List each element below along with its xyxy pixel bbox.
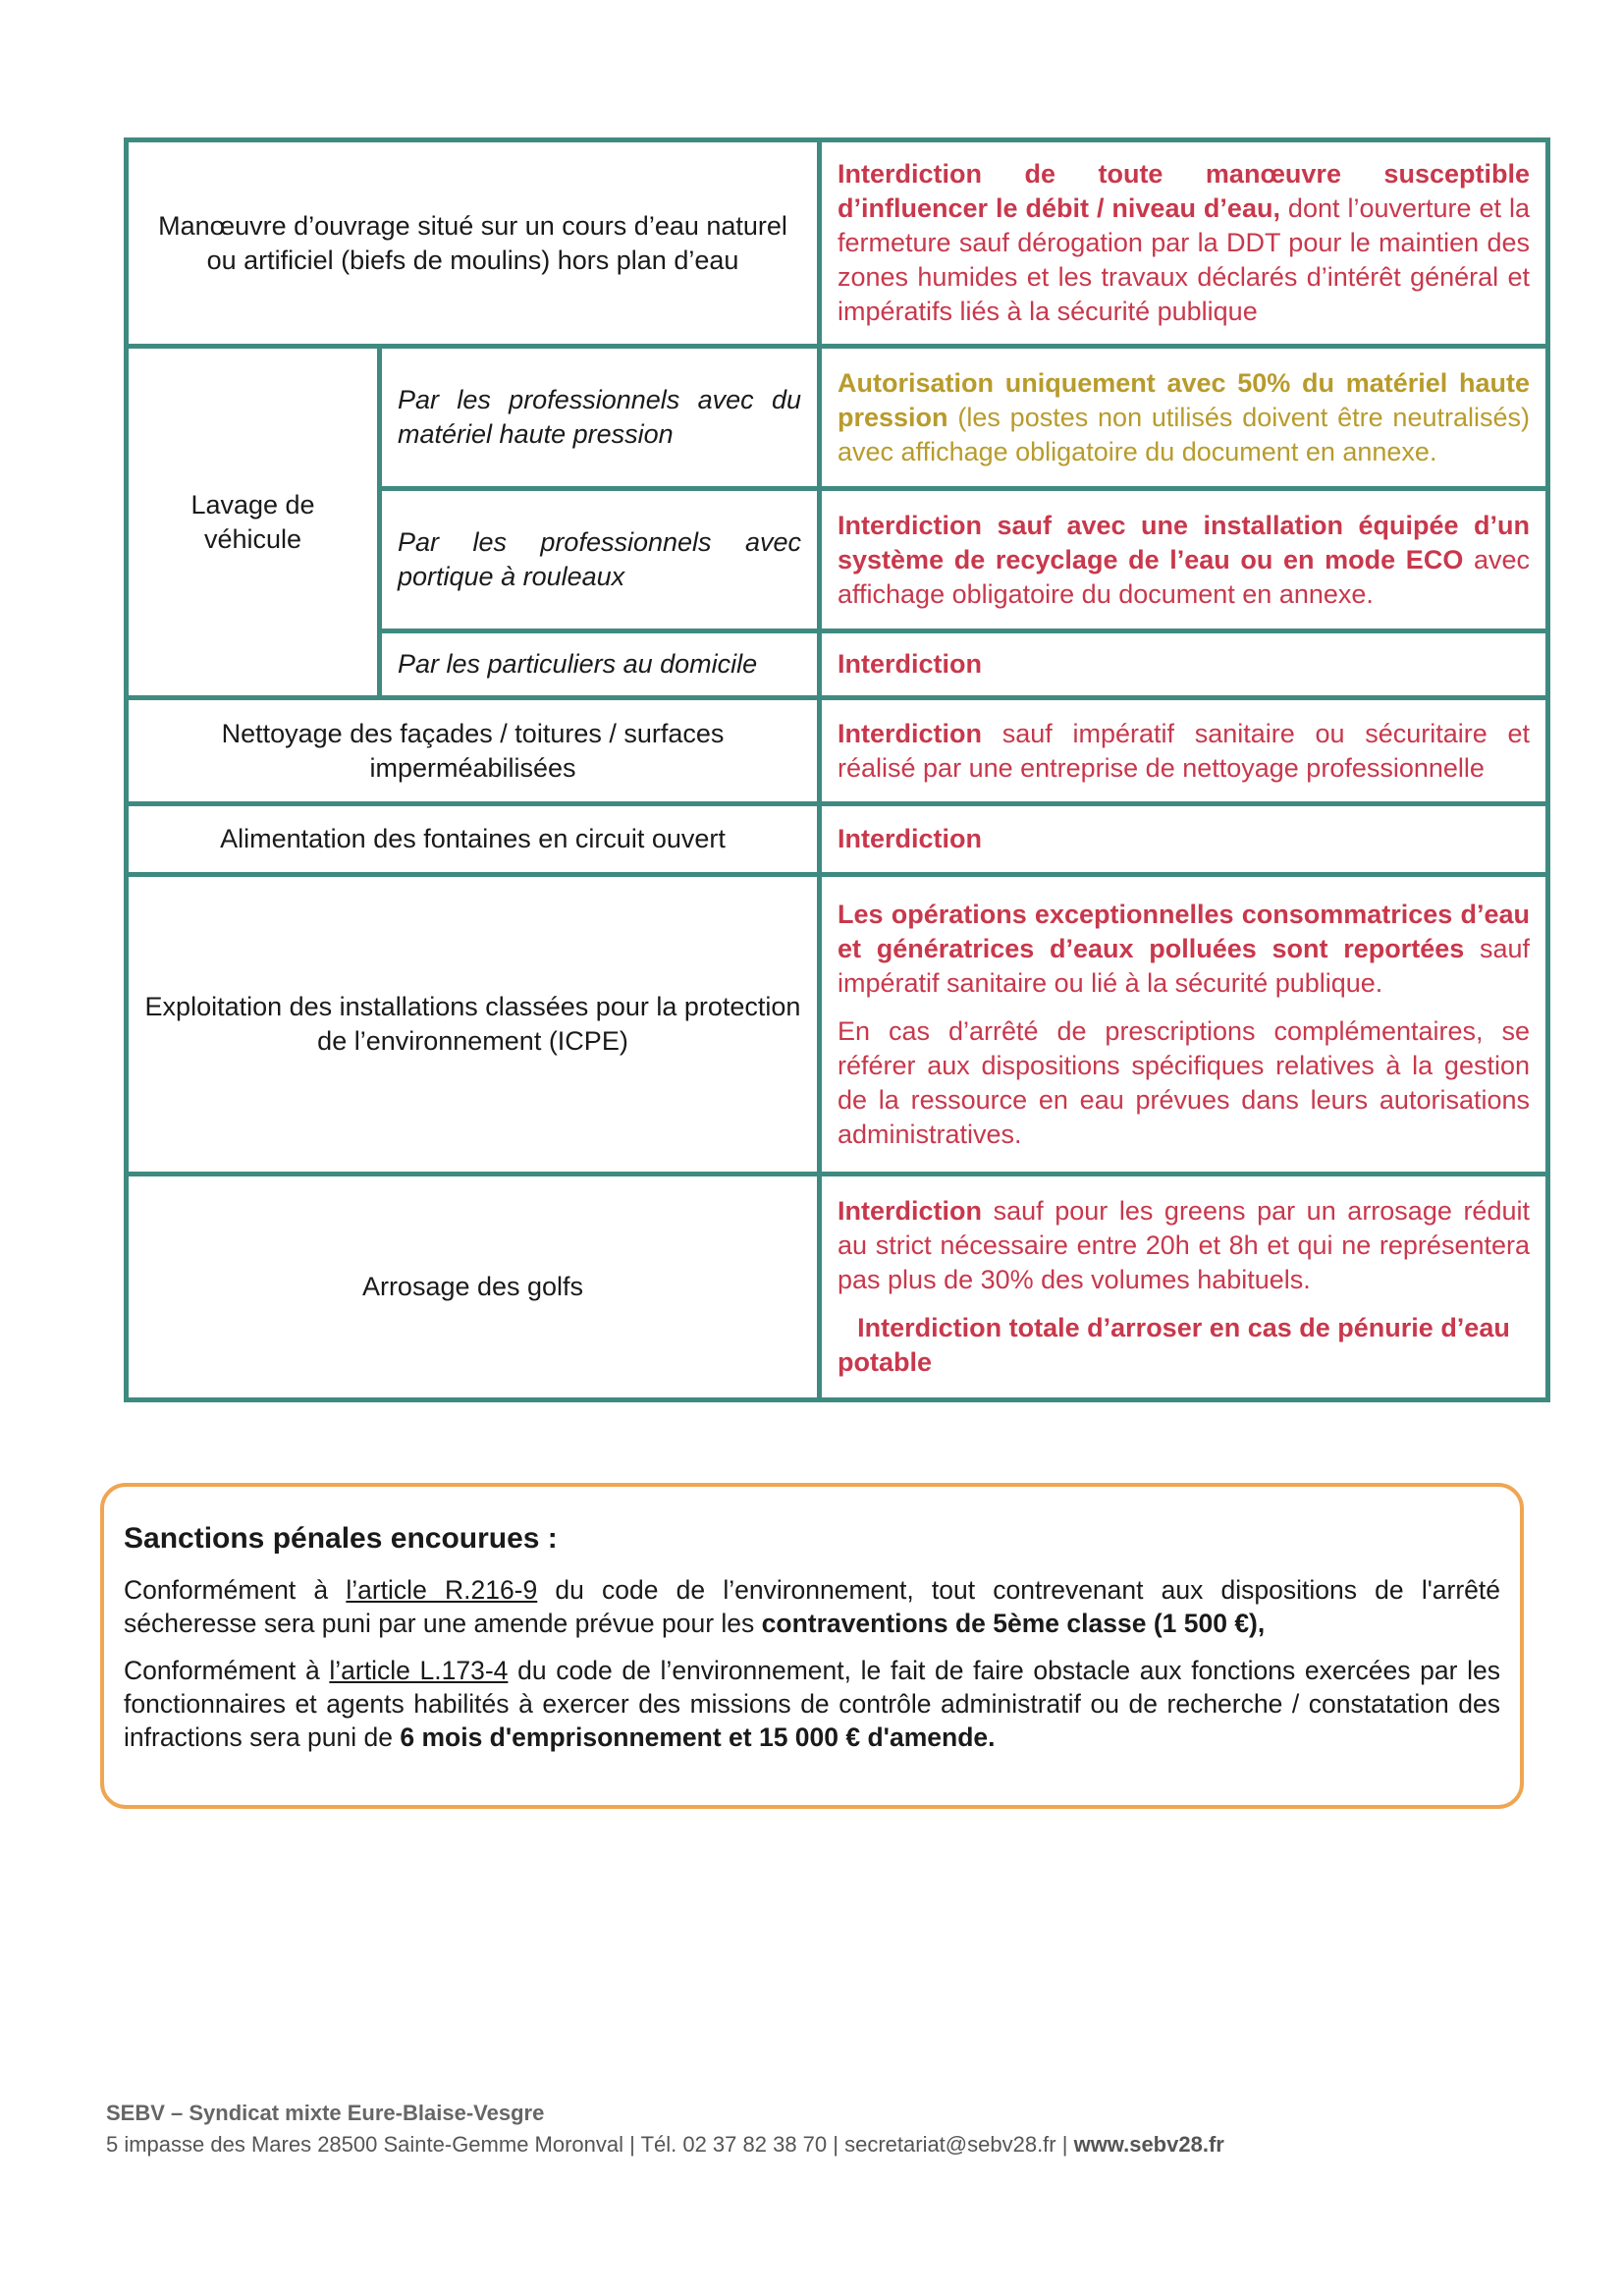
rule-cell: Interdiction — [820, 804, 1548, 875]
rule-cell — [820, 698, 1548, 804]
rule-text: (les postes non utilisés doivent être neutralisés) avec affichage obligatoire du document en annexe. — [838, 402, 1530, 466]
rule-text: avec affichage obligatoire du document en annexe. — [838, 544, 1530, 609]
usage-label-lavage: Lavage de véhicule — [127, 347, 380, 698]
rule-cell — [820, 1175, 1548, 1400]
rule-paragraph: En cas d’arrêté de prescriptions complémentaires, se référer aux dispositions spécifiques relatives à la gestion de la ressource en eau prévues dans leurs autorisations administratives. — [838, 1015, 1530, 1149]
table-row-fontaines — [127, 804, 1548, 875]
sanctions-paragraph-2 — [124, 1654, 1500, 1754]
footer-website-link[interactable]: www.sebv28.fr — [1073, 2132, 1224, 2157]
rule-cell — [820, 875, 1548, 1175]
article-link-r216-9[interactable]: l’article R.216-9 — [346, 1575, 538, 1605]
text: du code de l’environnement, le fait de faire obstacle aux fonctions exercées par les fonctionnaires et agents habilités à exercer des missions de contrôle administratif ou de recherche / constatation des infractions sera puni de — [124, 1656, 1501, 1752]
sanctions-paragraph-1 — [124, 1573, 1500, 1640]
rule-text: dont l’ouverture et la fermeture sauf dérogation par la DDT pour le maintien des zones humides et les travaux déclarés d’intérêt général et impératifs liés à la sécurité publique — [838, 193, 1530, 326]
usage-label: Exploitation des installations classées pour la protection de l’environnement (ICPE) — [127, 875, 820, 1175]
footer-organisation: SEBV – Syndicat mixte Eure-Blaise-Vesgre — [106, 2101, 545, 2125]
table-row-nettoyage — [127, 698, 1548, 804]
emphasis: contraventions de 5ème classe (1 500 €), — [761, 1609, 1266, 1638]
footer-contact: 5 impasse des Mares 28500 Sainte-Gemme Moronval | Tél. 02 37 82 38 70 | secretariat@sebv28.fr | — [106, 2132, 1074, 2157]
rule-cell — [820, 140, 1548, 347]
rule-text: sauf impératif sanitaire ou lié à la sécurité publique. — [838, 933, 1530, 998]
rule-strong: Interdiction — [838, 718, 982, 748]
table-row-ouvrage — [127, 140, 1548, 347]
footer-address — [106, 2129, 1224, 2160]
footer — [106, 2098, 1224, 2160]
rule-paragraph — [838, 1194, 1530, 1297]
table-row-icpe — [127, 875, 1548, 1175]
rule-strong: Autorisation uniquement avec 50% du matériel haute pression — [838, 367, 1530, 432]
sub-usage-label: Par les professionnels avec du matériel haute pression — [380, 347, 820, 489]
table-row-lavage-hp — [127, 347, 1548, 489]
emphasis: 6 mois d'emprisonnement et 15 000 € d'amende. — [400, 1722, 996, 1752]
sub-usage-label: Par les professionnels avec portique à rouleaux — [380, 489, 820, 631]
rule-strong: Interdiction sauf avec une installation équipée d’un système de recyclage de l’eau ou en mode ECO — [838, 510, 1530, 574]
sanctions-box — [100, 1483, 1524, 1809]
table-row-golfs — [127, 1175, 1548, 1400]
usage-label: Nettoyage des façades / toitures / surfaces imperméabilisées — [127, 698, 820, 804]
rule-paragraph: Interdiction totale d’arroser en cas de pénurie d’eau potable — [838, 1313, 1510, 1377]
text: Conformément à — [124, 1656, 330, 1685]
sub-usage-label: Par les particuliers au domicile — [380, 631, 820, 698]
rule-paragraph — [838, 898, 1530, 1001]
article-link-l173-4[interactable]: l’article L.173-4 — [329, 1656, 509, 1685]
text: du code de l’environnement, tout contrevenant aux dispositions de l'arrêté sécheresse sera puni par une amende prévue pour les — [124, 1575, 1500, 1638]
sanctions-title: Sanctions pénales encourues : — [124, 1522, 558, 1555]
rule-text: sauf impératif sanitaire ou sécuritaire et réalisé par une entreprise de nettoyage professionnelle — [838, 718, 1530, 783]
rule-cell — [820, 489, 1548, 631]
text: Conformément à — [124, 1575, 347, 1605]
rule-strong: Interdiction de toute manœuvre susceptible d’influencer le débit / niveau d’eau, — [838, 159, 1530, 223]
rule-strong: Interdiction — [838, 1196, 982, 1226]
usage-label: Arrosage des golfs — [127, 1175, 820, 1400]
rule-strong: Les opérations exceptionnelles consommatrices d’eau et génératrices d’eaux polluées sont reportées — [838, 899, 1530, 963]
restrictions-table — [124, 137, 1550, 1402]
rule-cell — [820, 347, 1548, 489]
usage-label: Alimentation des fontaines en circuit ouvert — [127, 804, 820, 875]
rule-cell: Interdiction — [820, 631, 1548, 698]
rule-text: sauf pour les greens par un arrosage réduit au strict nécessaire entre 20h et 8h et qui ne représentera pas plus de 30% des volumes habituels. — [838, 1196, 1530, 1294]
usage-label: Manœuvre d’ouvrage situé sur un cours d’eau naturel ou artificiel (biefs de moulins) hors plan d’eau — [127, 140, 820, 347]
